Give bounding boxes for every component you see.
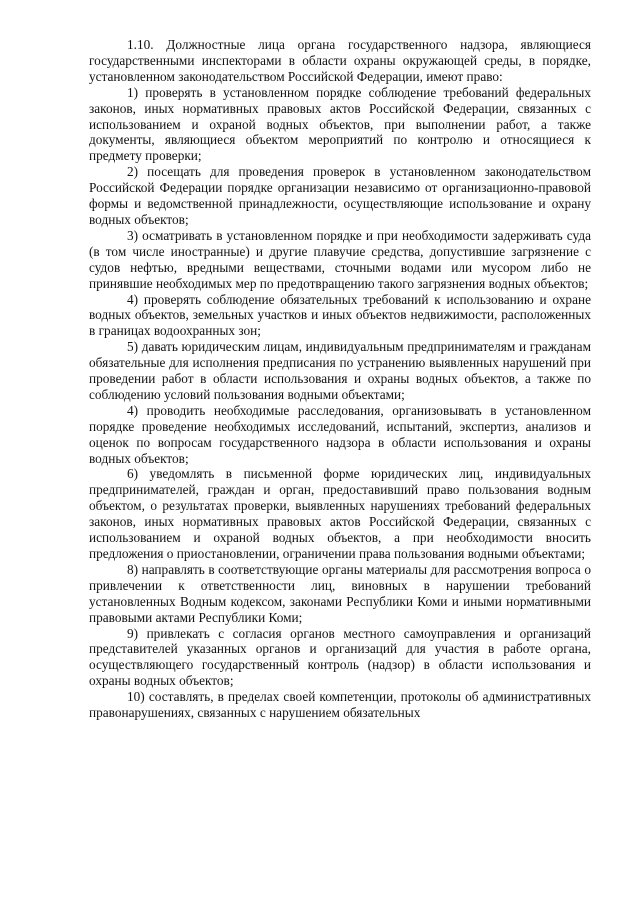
paragraph-item-8: 8) направлять в соответствующие органы материалы для рассмотрения вопроса о привлечении к ответственности лиц, виновных в нарушении требований установленных Водным кодексом, законами Республики Коми и иными нормативными правовыми актами Республики Коми; — [89, 561, 591, 625]
paragraph-item-4b: 4) проводить необходимые расследования, организовывать в установленном порядке проведение необходимых исследований, испытаний, экспертиз, анализов и оценок по вопросам государственного надзора в области использования и охраны водных объектов; — [89, 402, 591, 466]
paragraph-item-1: 1) проверять в установленном порядке соблюдение требований федеральных законов, иных нормативных правовых актов Российской Федерации, связанных с использованием и охраной водных объектов, при выполнении работ, а также документы, являющиеся объектом мероприятий по контролю и относящиеся к предмету проверки; — [89, 84, 591, 164]
paragraph-item-4a: 4) проверять соблюдение обязательных требований к использованию и охране водных объектов, земельных участков и иных объектов недвижимости, расположенных в границах водоохранных зон; — [89, 291, 591, 339]
paragraph-item-9: 9) привлекать с согласия органов местного самоуправления и организаций представителей указанных органов и организаций для участия в работе органа, осуществляющего государственный контроль (надзор) в области использования и охраны водных объектов; — [89, 625, 591, 689]
paragraph-item-6: 6) уведомлять в письменной форме юридических лиц, индивидуальных предпринимателей, граждан и орган, предоставивший право пользования водным объектом, о результатах проверки, выявленных нарушениях требований федеральных законов, иных нормативных правовых актов Российской Федерации, связанных с использованием и охраной водных объектов, а при необходимости вносить предложения о приостановлении, ограничении права пользования водными объектами; — [89, 466, 591, 561]
document-body — [89, 37, 591, 721]
paragraph-item-3: 3) осматривать в установленном порядке и при необходимости задерживать суда (в том числе иностранные) и другие плавучие средства, допустившие загрязнение с судов нефтью, вредными веществами, сточными водами или мусором либо не принявшие необходимых мер по предотвращению такого загрязнения водных объектов; — [89, 227, 591, 291]
paragraph-item-2: 2) посещать для проведения проверок в установленном законодательством Российской Федерации порядке организации независимо от организационно-правовой формы и ведомственной принадлежности, осуществляющие использование и охрану водных объектов; — [89, 164, 591, 227]
paragraph-1-10: 1.10. Должностные лица органа государственного надзора, являющиеся государственными инспекторами в области охраны окружающей среды, в порядке, установленном законодательством Российской Федерации, имеют право: — [89, 37, 591, 84]
paragraph-item-5: 5) давать юридическим лицам, индивидуальным предпринимателям и гражданам обязательные для исполнения предписания по устранению выявленных нарушений при проведении работ в области использования и охраны водных объектов, а также по соблюдению условий пользования водными объектами; — [89, 339, 591, 402]
paragraph-item-10: 10) составлять, в пределах своей компетенции, протоколы об административных правонарушениях, связанных с нарушением обязательных — [89, 689, 591, 721]
